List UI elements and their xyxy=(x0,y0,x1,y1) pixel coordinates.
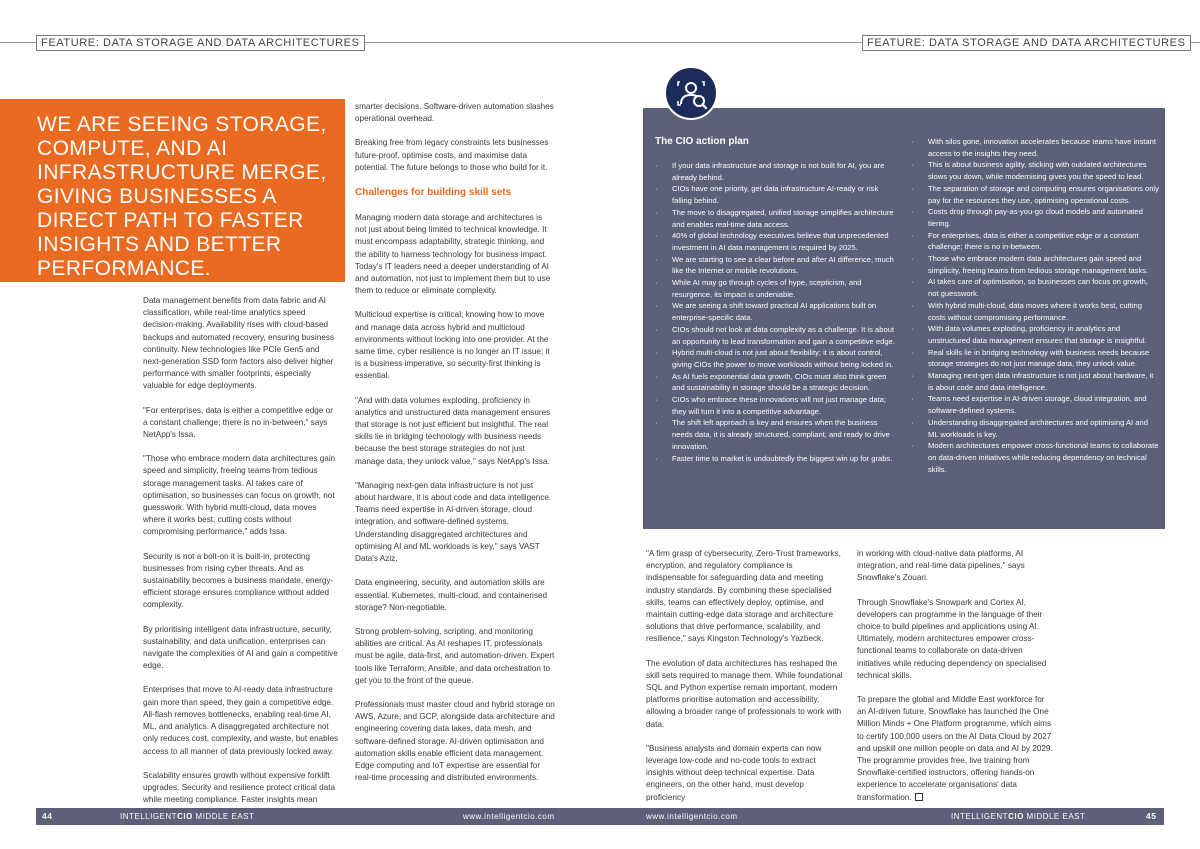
footer-right xyxy=(600,808,1164,825)
article-column-3 xyxy=(646,548,844,816)
list-item: · This is about business agility, sticking with outdated architectures slows you down, while modernising gives you the speed to lead. xyxy=(911,159,1159,182)
article-column-4 xyxy=(857,548,1055,816)
paragraph: By prioritising intelligent data infrastructure, security, sustainability, and data unification, enterprises can navigate the complexities of AI and gain a competitive edge. xyxy=(143,624,338,671)
footer-left xyxy=(36,808,600,825)
paragraph: "For enterprises, data is either a competitive edge or a constant challenge; there is no in-between," says NetApp's Issa. xyxy=(143,405,333,440)
section-heading: Challenges for building skill sets xyxy=(355,187,512,199)
publication-brand-right xyxy=(951,808,1085,825)
list-item: · Costs drop through pay-as-you-go cloud models and automated tiering. xyxy=(911,206,1159,229)
paragraph: Multicloud expertise is critical; knowing how to move and manage data across hybrid and multicloud environments without locking into one provider. At the same time, cyber resilience is no longer an IT issue; it is a business imperative, so security-first thinking is essential. xyxy=(355,310,550,381)
list-item: · Modern architectures empower cross-functional teams to collaborate on data-driven initiatives while reducing dependency on technical skills. xyxy=(911,440,1159,475)
paragraph: Professionals must master cloud and hybrid storage on AWS, Azure, and GCP, alongside data architecture and engineering covering data lakes, data mesh, and software-defined storage. AI-driven optimisation and automation skills enable efficient data management. Edge computing and IoT expertise are essential for real-time processing and distributed environments. xyxy=(355,699,555,783)
paragraph: Data management benefits from data fabric and AI classification, while real-time analytics speed decision-making. Availability rises with cloud-based backups and automated recovery, ensuring business continuity. New technologies like PCIe Gen5 and next-generation SSD form factors also deliver higher performance with smaller footprints, especially valuable for edge deployments. xyxy=(143,296,335,391)
list-item: · With hybrid multi-cloud, data moves where it works best, cutting costs without compromising performance. xyxy=(911,300,1159,323)
paragraph: Managing modern data storage and architectures is not just about being limited to technical knowledge. It must encompass adaptability, strategic thinking, and the ability to harness technology for business impact. Today's IT leaders need a deeper understanding of AI and automation, not just to implement them but to use them to reduce or eliminate complexity. xyxy=(355,213,551,296)
brand-part: MIDDLE EAST xyxy=(192,812,255,821)
list-item: · We are seeing a shift toward practical AI applications built on enterprise-specific data. xyxy=(655,300,895,323)
paragraph: The evolution of data architectures has reshaped the skill sets required to manage them. While foundational SQL and Python expertise remain important, modern platforms prioritise automation and accessibility, allowing a broader range of professionals to work with data. xyxy=(646,658,843,729)
paragraph: Breaking free from legacy constraints lets businesses future-proof, optimise costs, and maximise data potential. The future belongs to those who build for it. xyxy=(355,138,549,172)
website-url-right[interactable]: www.intelligentcio.com xyxy=(646,812,738,821)
list-item: · Managing next-gen data infrastructure is not just about hardware, it is about code and data intelligence. xyxy=(911,370,1159,393)
website-url-left[interactable]: www.intelligentcio.com xyxy=(463,812,555,821)
final-text: To prepare the global and Middle East workforce for an AI-driven future, Snowflake has launched the One Million Minds + One Platform programme, which aims to certify 100,000 users on the AI Data Cloud by 2027 and upskill one million people on data and AI by 2029. The programme provides free, live training from Snowflake-certified instructors, offering hands-on experience to accelerate organisations' data transformation. xyxy=(857,695,1053,802)
section-label-left: FEATURE: DATA STORAGE AND DATA ARCHITECTURES xyxy=(36,35,365,51)
list-item: · Teams need expertise in AI-driven storage, cloud integration, and software-defined systems. xyxy=(911,393,1159,416)
list-item: · Real skills lie in bridging technology with business needs because storage strategies do not just manage data, they unlock value. xyxy=(911,347,1159,370)
paragraph: "Those who embrace modern data architectures gain speed and simplicity, freeing teams from tedious storage management tasks. AI takes care of optimisation, so businesses can focus on growth, not guesswork. With hybrid multi-cloud, data moves where it works best, cutting costs without compromising performance," adds Issa. xyxy=(143,454,336,537)
section-label-right: FEATURE: DATA STORAGE AND DATA ARCHITECTURES xyxy=(862,35,1191,51)
list-item: · Those who embrace modern data architectures gain speed and simplicity, freeing teams from tedious storage management tasks. xyxy=(911,253,1159,276)
list-item: · If your data infrastructure and storage is not built for AI, you are already behind. xyxy=(655,160,895,183)
list-item: · AI takes care of optimisation, so businesses can focus on growth, not guesswork. xyxy=(911,276,1159,299)
action-list-left xyxy=(655,160,895,464)
paragraph: Data engineering, security, and automation skills are essential. Kubernetes, multi-cloud, and containerised storage? Non-negotiable. xyxy=(355,578,548,612)
paragraph: "A firm grasp of cybersecurity, Zero-Trust frameworks, encryption, and regulatory compliance is indispensable for safeguarding data and meeting industry standards. By combining these specialised skills, teams can effectively deploy, optimise, and maintain cutting-edge data storage and architecture solutions that drive performance, scalability, and resilience," says Kingston Technology's Yazbeck. xyxy=(646,549,841,644)
paragraph: Strong problem-solving, scripting, and monitoring abilities are critical. As AI reshapes IT, professionals must be agile, data-first, and automation-driven. Expert tools like Terraform, Ansible, and data orchestration to get you to the front of the queue. xyxy=(355,626,555,685)
paragraph-final xyxy=(857,694,1055,804)
article-column-1 xyxy=(143,295,339,818)
paragraph: "Managing next-gen data infrastructure is not just about hardware, it is about code and data intelligence. Teams need expertise in AI-driven storage, cloud integration, and software-defined systems. Understanding disaggregated architectures and optimising AI and ML workloads is key," says VAST Data's Aziz. xyxy=(355,480,552,564)
list-item: · As AI fuels exponential data growth, CIOs must also think green and sustainability in storage should be a strategic decision. xyxy=(655,371,895,394)
list-item: · CIOs have one priority, get data infrastructure AI-ready or risk falling behind. xyxy=(655,183,895,206)
brand-part: CIO xyxy=(1008,812,1024,821)
action-list-right xyxy=(911,136,1159,475)
publication-brand-left xyxy=(120,808,254,825)
list-item: · CIOs who embrace these innovations will not just manage data; they will turn it into a competitive advantage. xyxy=(655,394,895,417)
list-item: · CIOs should not look at data complexity as a challenge. It is about an opportunity to lead transformation and gain a competitive edge. xyxy=(655,324,895,347)
list-item: · 40% of global technology executives believe that unprecedented investment in AI data management is required by 2025. xyxy=(655,230,895,253)
paragraph: Security is not a bolt-on it is built-in, protecting businesses from rising cyber threats. And as sustainability becomes a business mandate, energy-efficient storage ensures compliance without added complexity. xyxy=(143,551,334,610)
list-item: · Hybrid multi-cloud is not just about flexibility; it is about control, giving CIOs the power to move workloads without being locked in. xyxy=(655,347,895,370)
list-item: · The separation of storage and computing ensures organisations only pay for the resources they use, optimising operational costs. xyxy=(911,183,1159,206)
cio-action-plan-panel xyxy=(643,108,1165,529)
paragraph: "And with data volumes exploding, proficiency in analytics and unstructured data management ensures that storage is not just efficient but insightful. The real skills lie in bridging technology with business needs because the best storage strategies do not just manage data, they unlock value," says NetApp's Issa. xyxy=(355,395,551,466)
list-item: · While AI may go through cycles of hype, scepticism, and resurgence, its impact is undeniable. xyxy=(655,277,895,300)
person-magnifier-icon xyxy=(664,66,718,120)
pull-quote-text: WE ARE SEEING STORAGE, COMPUTE, AND AI INFRASTRUCTURE MERGE, GIVING BUSINESSES A DIRECT PATH TO FASTER INSIGHTS AND BETTER PERFORMANCE. xyxy=(37,113,327,280)
panel-title: The CIO action plan xyxy=(655,136,749,147)
pull-quote-block xyxy=(0,99,345,282)
page-number-right: 45 xyxy=(1146,811,1157,821)
brand-part: INTELLIGENT xyxy=(951,812,1009,821)
paragraph: smarter decisions. Software-driven automation slashes operational overhead. xyxy=(355,102,554,124)
list-item: · The move to disaggregated, unified storage simplifies architecture and enables real-time data access. xyxy=(655,207,895,230)
list-item: · The shift left approach is key and ensures when the business needs data, it is already structured, compliant, and ready to drive innovation. xyxy=(655,417,895,452)
list-item: · We are starting to see a clear before and after AI difference, much like the Internet or mobile revolutions. xyxy=(655,254,895,277)
brand-part: CIO xyxy=(177,812,193,821)
list-item: · Understanding disaggregated architectures and optimising AI and ML workloads is key. xyxy=(911,417,1159,440)
list-item: · With silos gone, innovation accelerates because teams have instant access to the insights they need. xyxy=(911,136,1159,159)
list-item: · Faster time to market is undoubtedly the biggest win up for grabs. xyxy=(655,453,895,465)
paragraph: in working with cloud-native data platforms, AI integration, and real-time data pipelines," says Snowflake's Zouari. xyxy=(857,549,1025,583)
paragraph: Scalability ensures growth without expensive forklift upgrades. Security and resilience protect critical data while meeting compliance. Faster insights mean xyxy=(143,770,336,805)
brand-part: INTELLIGENT xyxy=(120,812,178,821)
list-item: · For enterprises, data is either a competitive edge or a constant challenge; there is no in-between. xyxy=(911,230,1159,253)
list-item: · With data volumes exploding, proficiency in analytics and unstructured data management ensures that storage is insightful. xyxy=(911,323,1159,346)
page-number-left: 44 xyxy=(42,811,53,821)
paragraph: Through Snowflake's Snowpark and Cortex AI, developers can programme in the language of their choice to build pipelines and applications using AI. Ultimately, modern architectures empower cross-functional teams to collaborate on data-driven initiatives while reducing dependency on specialised technical skills. xyxy=(857,597,1047,680)
paragraph: Enterprises that move to AI-ready data infrastructure gain more than speed, they gain a competitive edge. All-flash removes bottlenecks, enabling real-time AI, ML, and analytics. A disaggregated architecture not only reduces cost, complexity, and waste, but enables access to all manner of data previously locked away. xyxy=(143,685,339,756)
end-square-icon xyxy=(915,793,923,801)
article-column-2 xyxy=(355,101,555,796)
paragraph: "Business analysts and domain experts can now leverage low-code and no-code tools to extract insights without deep technical expertise. Data engineers, on the other hand, must develop proficiency xyxy=(646,743,822,802)
brand-part: MIDDLE EAST xyxy=(1023,812,1086,821)
